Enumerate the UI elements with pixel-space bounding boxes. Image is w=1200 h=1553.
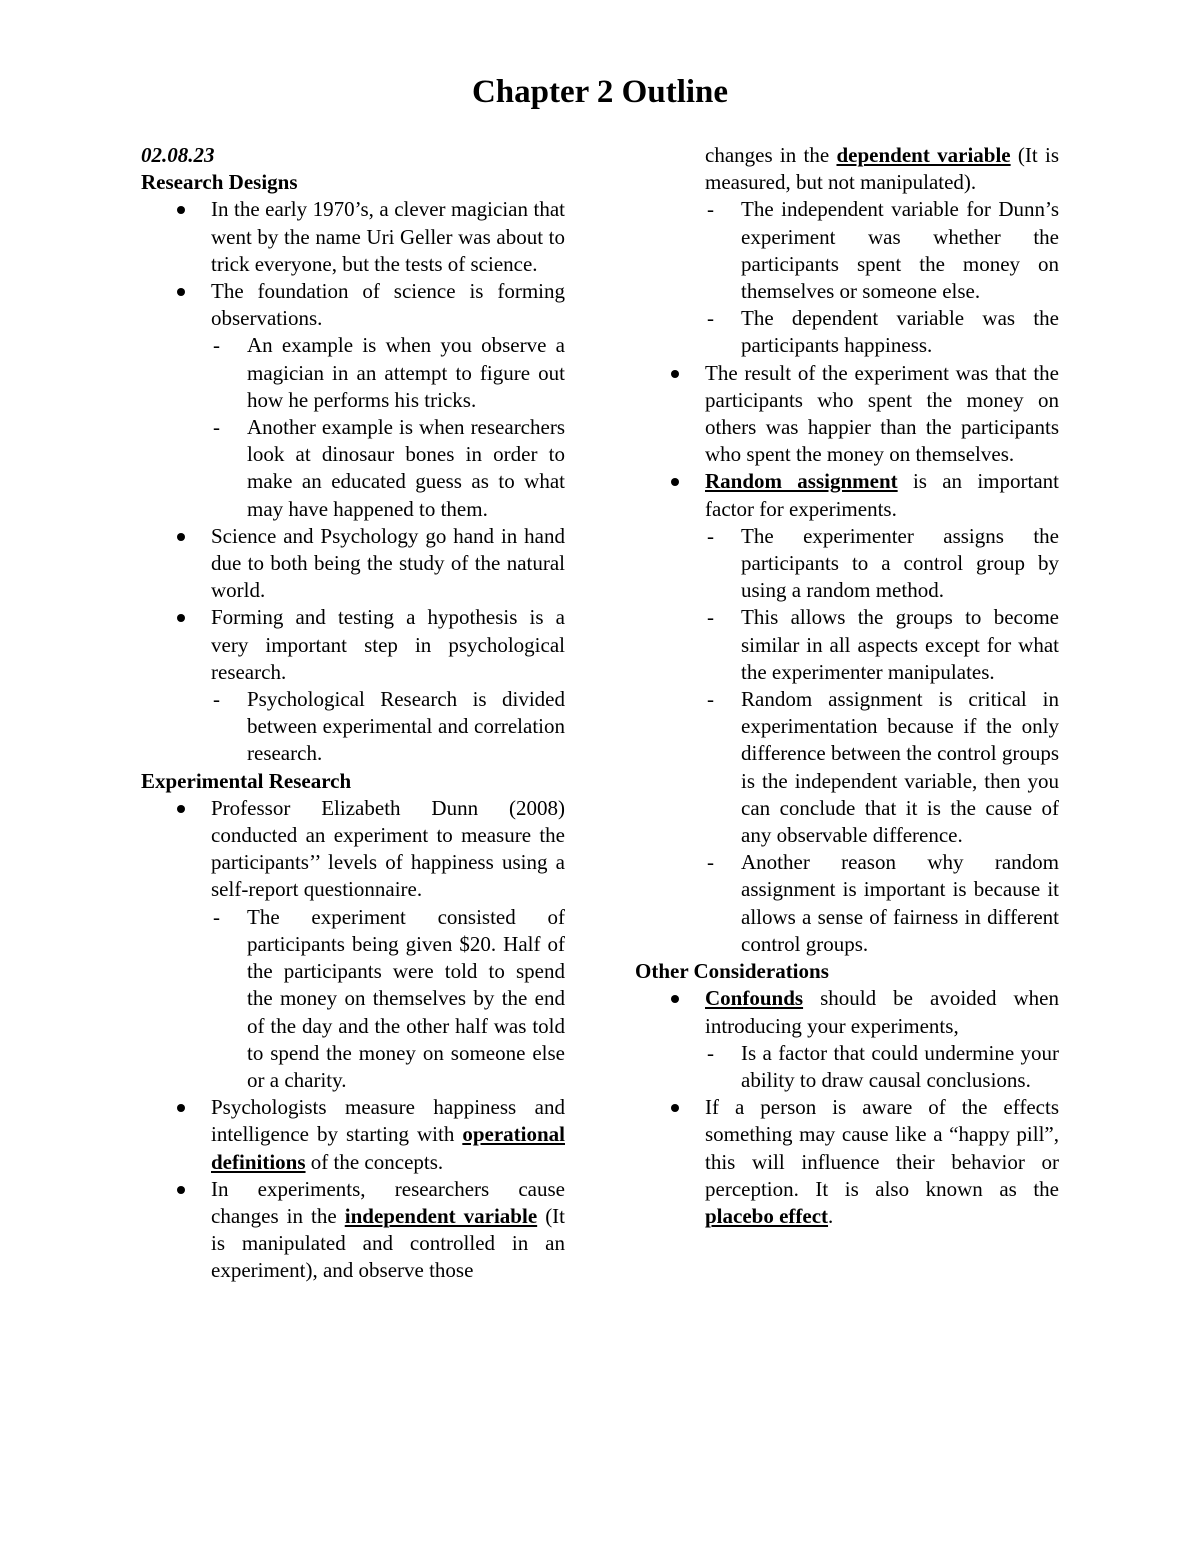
left-column	[141, 142, 565, 1285]
bullet-text: Psychologists measure happiness and intelligence by starting with	[211, 1095, 565, 1147]
bullet-item: Forming and testing a hypothesis is a very important step in psychological research.	[141, 604, 565, 686]
section-heading-other-considerations: Other Considerations	[635, 959, 829, 984]
sub-item: - The dependent variable was the participants happiness.	[635, 305, 1059, 359]
bullet-text: If a person is aware of the effects something may cause like a “happy pill”, this will influence their behavior or perception. It is also known as the	[705, 1095, 1059, 1201]
bullet-text: (It is manipulated and controlled in an experiment), and observe those	[211, 1203, 566, 1283]
key-term-dependent-variable: dependent variable	[836, 143, 1011, 167]
bullet-text: In experiments, researchers cause changes in the	[211, 1176, 565, 1228]
key-term-confounds: Confounds	[705, 986, 804, 1011]
bullet-item: Science and Psychology go hand in hand due to both being the study of the natural world.	[141, 523, 565, 605]
sub-item: - An example is when you observe a magician in an attempt to figure out how he performs his tricks.	[141, 332, 565, 414]
section-heading-research-designs: Research Designs	[141, 170, 298, 195]
bullet-item: The foundation of science is forming observations.	[141, 278, 565, 332]
bullet-text: of the concepts.	[305, 1149, 444, 1174]
bullet-item	[635, 985, 1059, 1039]
sub-item: - The independent variable for Dunn’s experiment was whether the participants spent the money on themselves or someone else.	[635, 196, 1059, 305]
bullet-item: In the early 1970’s, a clever magician that went by the name Uri Geller was about to trick everyone, but the tests of science.	[141, 196, 565, 278]
key-term-random-assignment: Random assignment	[705, 469, 898, 494]
sub-item: - The experimenter assigns the participants to a control group by using a random method.	[635, 523, 1059, 605]
bullet-item: Professor Elizabeth Dunn (2008) conducted an experiment to measure the participants’’ levels of happiness using a self-report questionnaire.	[141, 795, 565, 904]
bullet-item: The result of the experiment was that the participants who spent the money on others was happier than the participants who spent the money on themselves.	[635, 360, 1059, 469]
bullet-text: (It is measured, but not manipulated).	[705, 143, 1060, 195]
bullet-continuation	[635, 142, 1059, 196]
bullet-item	[141, 1176, 565, 1285]
page-title: Chapter 2 Outline	[471, 74, 729, 110]
sub-item: - The experiment consisted of participants being given $20. Half of the participants were told to spend the money on themselves by the end of the day and the other half was told to spend the money on someone else or a charity.	[141, 904, 565, 1094]
sub-item: - Another example is when researchers look at dinosaur bones in order to make an educated guess as to what may have happened to them.	[141, 414, 565, 523]
bullet-item	[141, 1094, 565, 1176]
sub-item: - Another reason why random assignment is important is because it allows a sense of fairness in different control groups.	[635, 849, 1059, 958]
bullet-text: changes in the	[705, 143, 837, 167]
sub-item: - Random assignment is critical in experimentation because if the only difference between the control groups is the independent variable, then you can conclude that it is the cause of any observable difference.	[635, 686, 1059, 849]
bullet-item	[635, 1094, 1059, 1230]
right-column	[635, 142, 1059, 1230]
key-term-placebo-effect: placebo effect	[705, 1203, 829, 1228]
date: 02.08.23	[141, 143, 215, 167]
bullet-text: should be avoided when introducing your experiments,	[705, 986, 1059, 1038]
key-term-operational-definitions: operational definitions	[211, 1122, 565, 1174]
sub-item: - This allows the groups to become similar in all aspects except for what the experimenter manipulates.	[635, 604, 1059, 686]
key-term-independent-variable: independent variable	[344, 1203, 538, 1228]
bullet-text: .	[828, 1203, 834, 1228]
sub-item: - Psychological Research is divided between experimental and correlation research.	[141, 686, 565, 768]
bullet-text: is an important factor for experiments.	[705, 469, 1059, 521]
section-heading-experimental-research: Experimental Research	[141, 768, 352, 793]
sub-item: - Is a factor that could undermine your ability to draw causal conclusions.	[635, 1040, 1059, 1094]
bullet-item	[635, 468, 1059, 522]
